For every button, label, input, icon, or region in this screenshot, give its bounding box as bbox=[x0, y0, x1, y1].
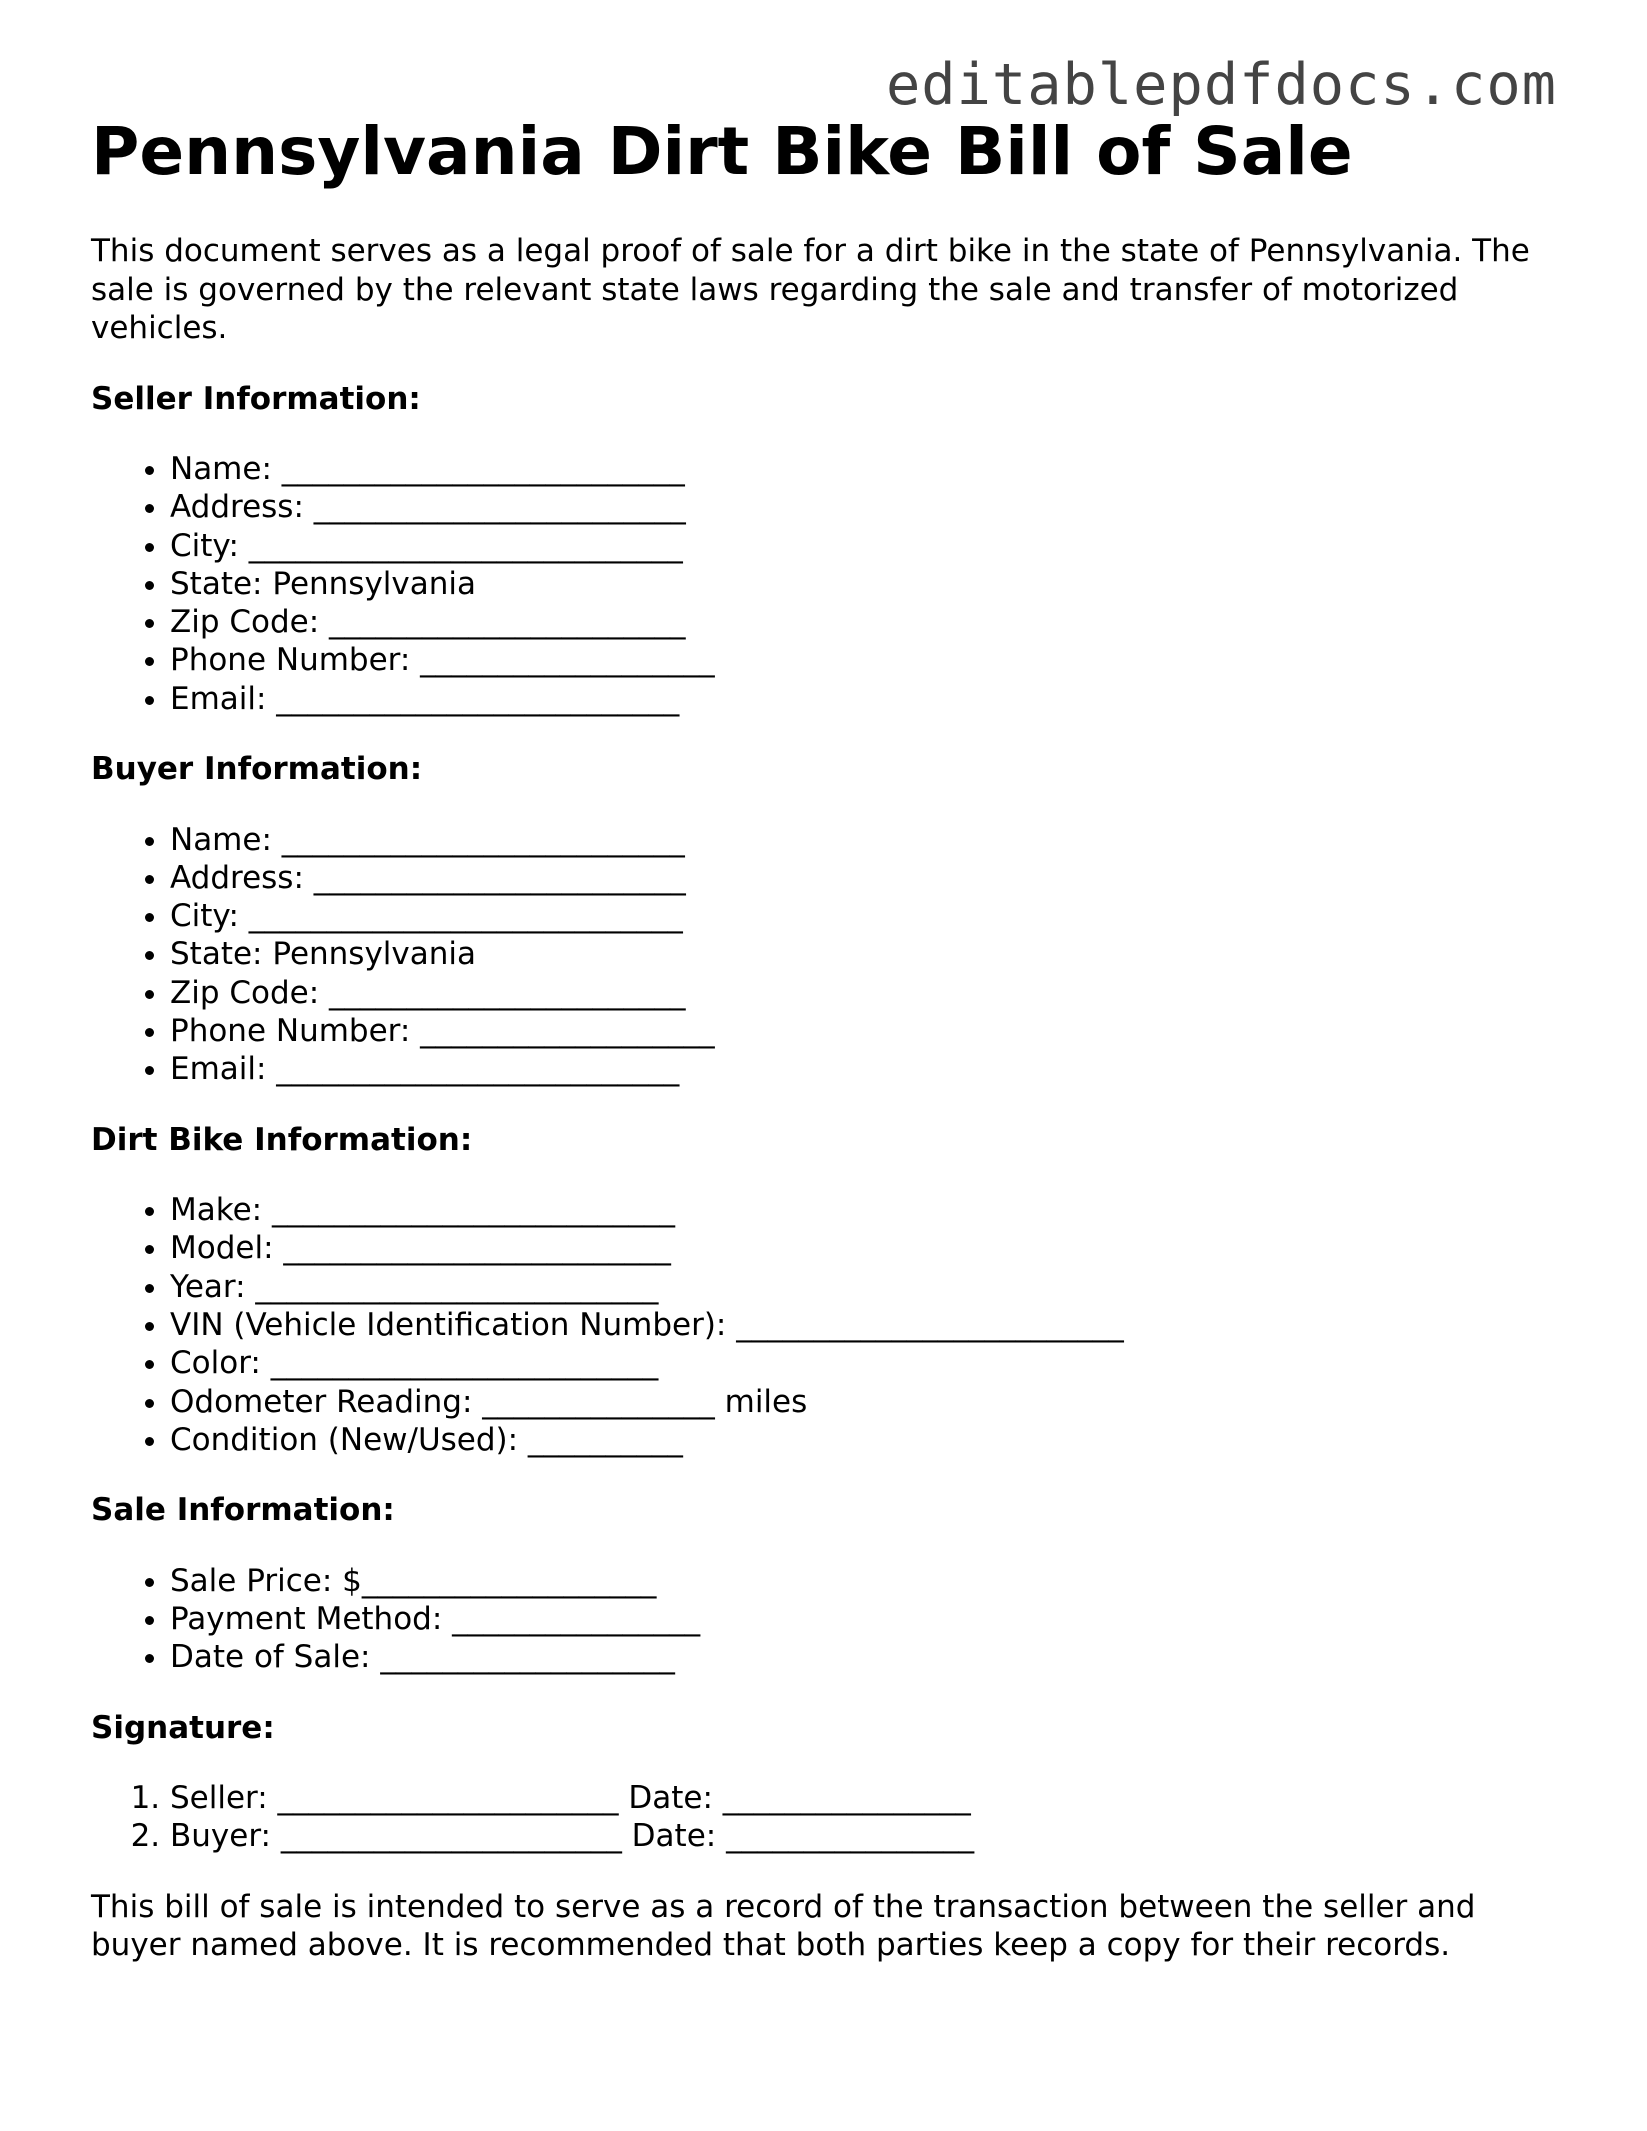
signature-list bbox=[91, 1779, 1561, 1856]
seller-zip-field: • Zip Code: _______________________ bbox=[170, 603, 1561, 641]
date-of-sale-field: • Date of Sale: ___________________ bbox=[170, 1638, 1561, 1676]
bike-make-field: • Make: __________________________ bbox=[170, 1191, 1561, 1229]
closing-paragraph: This bill of sale is intended to serve as a record of the transaction between the seller and buyer named above. It is recommended that both parties keep a copy for their records. bbox=[91, 1888, 1476, 1964]
buyer-list bbox=[91, 821, 1561, 1089]
bike-vin-field: • VIN (Vehicle Identification Number): _________________________ bbox=[170, 1306, 1561, 1344]
intro-paragraph: This document serves as a legal proof of sale for a dirt bike in the state of Pennsylvania. The sale is governed by the relevant state laws regarding the sale and transfer of motorized vehicles. bbox=[91, 233, 1530, 346]
dirt-bike-heading: Dirt Bike Information: bbox=[91, 1121, 473, 1158]
page-title: Pennsylvania Dirt Bike Bill of Sale bbox=[91, 113, 1353, 190]
buyer-zip-field: • Zip Code: _______________________ bbox=[170, 974, 1561, 1012]
bike-color-field: • Color: _________________________ bbox=[170, 1344, 1561, 1382]
payment-method-field: • Payment Method: ________________ bbox=[170, 1600, 1561, 1638]
seller-signature-line: 1. Seller: ______________________ Date: ________________ bbox=[170, 1779, 1561, 1817]
sale-list bbox=[91, 1562, 1561, 1677]
buyer-heading: Buyer Information: bbox=[91, 751, 423, 788]
watermark-text: editablepdfdocs.com bbox=[885, 52, 1557, 118]
bike-model-field: • Model: _________________________ bbox=[170, 1229, 1561, 1267]
sale-price-field: • Sale Price: $___________________ bbox=[170, 1562, 1561, 1600]
buyer-address-field: • Address: ________________________ bbox=[170, 859, 1561, 897]
buyer-signature-line: 2. Buyer: ______________________ Date: ________________ bbox=[170, 1817, 1561, 1855]
seller-heading: Seller Information: bbox=[91, 380, 421, 417]
buyer-state-field: • State: Pennsylvania bbox=[170, 935, 1561, 973]
sale-heading: Sale Information: bbox=[91, 1492, 395, 1529]
buyer-email-field: • Email: __________________________ bbox=[170, 1050, 1561, 1088]
dirt-bike-list bbox=[91, 1191, 1561, 1459]
buyer-phone-field: • Phone Number: ___________________ bbox=[170, 1012, 1561, 1050]
seller-phone-field: • Phone Number: ___________________ bbox=[170, 641, 1561, 679]
seller-list bbox=[91, 450, 1561, 718]
seller-state-field: • State: Pennsylvania bbox=[170, 565, 1561, 603]
bike-odometer-field: • Odometer Reading: _______________ miles bbox=[170, 1383, 1561, 1421]
signature-heading: Signature: bbox=[91, 1709, 275, 1746]
seller-name-field: • Name: __________________________ bbox=[170, 450, 1561, 488]
bike-year-field: • Year: __________________________ bbox=[170, 1268, 1561, 1306]
seller-address-field: • Address: ________________________ bbox=[170, 488, 1561, 526]
buyer-city-field: • City: ____________________________ bbox=[170, 897, 1561, 935]
document-page bbox=[91, 112, 1561, 1965]
seller-city-field: • City: ____________________________ bbox=[170, 527, 1561, 565]
bike-condition-field: • Condition (New/Used): __________ bbox=[170, 1421, 1561, 1459]
buyer-name-field: • Name: __________________________ bbox=[170, 821, 1561, 859]
seller-email-field: • Email: __________________________ bbox=[170, 680, 1561, 718]
